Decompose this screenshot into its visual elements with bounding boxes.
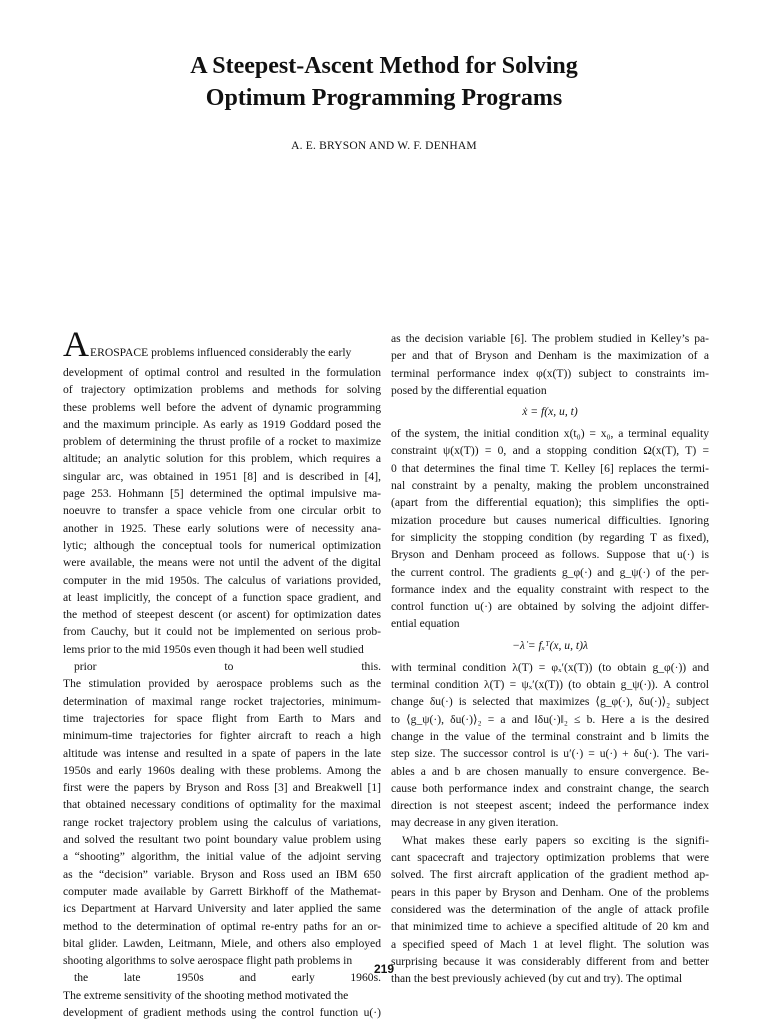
page-number: 219 xyxy=(373,962,395,976)
equation: −λ̇ = fₓᵀ(x, u, t)λ xyxy=(512,638,588,652)
text-line: ential equation xyxy=(391,617,460,631)
text-line: the method of steepest descent (or ascent) for optimization dates xyxy=(63,608,381,622)
text-line: time trajectories for space flight from Earth to Mars and xyxy=(63,711,381,725)
right-column xyxy=(391,330,709,987)
text-line: prior to this. xyxy=(74,660,381,674)
text-line: were available, the means were not until the advent of the digital xyxy=(63,556,381,570)
text-line: bital glider. Lawden, Leitmann, Miele, and others also employed xyxy=(63,936,381,950)
text-line: cause both performance index and constraint change, the search xyxy=(391,781,709,795)
text-line: and solved the resultant two point boundary value problem using xyxy=(63,833,381,847)
text-line: range rocket trajectory problem using the calculus of variations, xyxy=(63,815,381,829)
text-line: page 253. Hohmann [5] determined the optimal impulsive ma- xyxy=(63,487,381,501)
text-line: noeuvre to transfer a space vehicle from one circular orbit to xyxy=(63,504,381,518)
equation: ẋ = f(x, u, t) xyxy=(522,405,578,419)
text-line: that minimized time to achieve a specified altitude of 20 km and xyxy=(391,920,709,934)
text-line: of trajectory optimization problems and methods for solving xyxy=(63,383,381,397)
text-line: solved. The first aircraft application of the gradient method ap- xyxy=(391,868,709,882)
text-line: change δu(·) is selected that maximizes ⟨g_φ(·), δu(·)⟩₂ subject xyxy=(391,695,709,709)
text-line: singular arc, was obtained in 1951 [8] and is described in [4], xyxy=(63,469,381,483)
text-line: terminal performance index φ(x(T)) subject to constraints im- xyxy=(391,366,709,380)
title-line-2: Optimum Programming Programs xyxy=(205,85,563,111)
text-line: development of optimal control and resulted in the formulation xyxy=(63,366,381,379)
text-line: and the maximum principle. As early as 1919 Goddard posed the xyxy=(63,417,381,431)
text-line: computer in the mid 1950s. The calculus of variations provided, xyxy=(63,573,381,587)
drop-cap: A xyxy=(63,324,89,364)
text-line: with terminal condition λ(T) = φₓ′(x(T)) (to obtain g_φ(·)) and xyxy=(391,660,709,674)
text-line: step size. The successor control is u′(·) = u(·) + δu(·). The vari- xyxy=(391,747,709,761)
text-line: to ⟨g_ψ(·), δu(·)⟩₂ = a and ‖δu(·)‖₂ ≤ b. Here a is the desired xyxy=(391,712,709,726)
text-line: The extreme sensitivity of the shooting method motivated the xyxy=(63,988,349,1002)
text-line: Bryson and Denham proceed as follows. Suppose that u(·) is xyxy=(391,548,709,562)
text-line: determination of maximal range rocket trajectories, minimum- xyxy=(63,694,381,708)
text-line: may decrease in any given iteration. xyxy=(391,816,559,830)
text-line: control function u(·) are obtained by solving the adjoint differ- xyxy=(391,600,709,614)
left-column xyxy=(63,324,381,1021)
text-line: 0 that determines the final time T. Kelley [6] replaces the termi- xyxy=(391,461,709,475)
text-line: a specified speed of Mach 1 at level flight. The solution was xyxy=(391,937,709,951)
text-line: of the system, the initial condition x(t₀) = x₀, a terminal equality xyxy=(391,427,709,441)
text-line: minimum-time trajectories for fighter aircraft to reach a high xyxy=(63,729,381,743)
text-line: at least implicitly, the concept of a function space gradient, and xyxy=(63,590,381,604)
text-line: lytic; although the conceptual tools for numerical optimization xyxy=(63,538,381,552)
text-line: that obtained necessary conditions of optimality for the maximal xyxy=(63,798,381,812)
text-line: terminal condition λ(T) = ψₓ′(x(T)) (to obtain g_ψ(·)). A control xyxy=(391,678,709,692)
text-line: pears in this paper by Bryson and Denham. One of the problems xyxy=(391,885,709,899)
text-line: The stimulation provided by aerospace problems such as the xyxy=(63,677,381,691)
text-line: another in 1925. These early solutions were of necessity ana- xyxy=(63,521,381,535)
text-line: ics Department at Harvard University and later applied the same xyxy=(63,902,381,916)
text-line: these problems well before the advent of dynamic programming xyxy=(63,400,381,414)
text-line: considered was the determination of the angle of attack profile xyxy=(391,902,709,916)
text-line: than the best previously achieved (by cut and try). The optimal xyxy=(391,972,683,986)
text-line: from Cauchy, but it could not be implemented on serious prob- xyxy=(63,625,381,639)
text-line: as the decision variable [6]. The problem studied in Kelley’s pa- xyxy=(391,332,709,345)
text-line: for simplicity the stopping condition (by regarding T as fixed), xyxy=(391,530,709,544)
first-line xyxy=(63,324,381,364)
text-line: method to the determination of optimal re-entry paths for an or- xyxy=(63,919,381,933)
first-line-text: EROSPACE problems influenced considerably the early xyxy=(90,346,352,359)
text-line: surprising because it was considerably different from and better xyxy=(391,954,709,968)
text-line: cant spacecraft and trajectory optimization problems that were xyxy=(391,851,709,865)
title-line-1: A Steepest-Ascent Method for Solving xyxy=(190,53,578,79)
text-line: as the “decision” variable. Bryson and Ross used an IBM 650 xyxy=(63,867,381,881)
text-line: What makes these early papers so exciting is the signifi- xyxy=(402,833,709,847)
text-line: problem of determining the thrust profile of a rocket to maximize xyxy=(63,435,381,449)
text-line: 1950s and early 1960s dealing with these problems. Among the xyxy=(63,763,381,777)
text-line: shooting algorithms to solve aerospace flight path problems in xyxy=(63,954,353,968)
paper-title xyxy=(0,50,768,114)
text-line: (apart from the differential equation); this simplifies the opti- xyxy=(391,496,709,510)
text-line: the current control. The gradients g_φ(·) and g_ψ(·) of the per- xyxy=(391,565,709,579)
text-line: first were the papers by Bryson and Ross [3] and Breakwell [1] xyxy=(63,781,381,795)
text-line: formance index and the equality constraint with respect to the xyxy=(391,582,709,596)
text-line: a “shooting” algorithm, the initial value of the adjoint serving xyxy=(63,850,381,864)
text-line: altitude was intense and resulted in a spate of papers in the late xyxy=(63,746,381,760)
text-line: nal constraint by a penalty, making the problem unconstrained xyxy=(391,479,709,493)
text-line: computer made available by Garrett Birkhoff of the Mathemat- xyxy=(63,884,381,898)
text-line: mization procedure but causes numerical difficulties. Ignoring xyxy=(391,513,709,527)
text-line: posed by the differential equation xyxy=(391,383,547,397)
text-line: change in the value of the terminal constraint and b limits the xyxy=(391,729,709,743)
text-line: direction is not steepest ascent; indeed the performance index xyxy=(391,799,709,813)
text-line: development of gradient methods using the control function u(·) xyxy=(63,1005,381,1019)
text-line: per and that of Bryson and Denham is the maximization of a xyxy=(391,349,709,363)
text-line: altitude; an analytic solution for this problem, which requires a xyxy=(63,452,381,466)
authors: A. E. BRYSON AND W. F. DENHAM xyxy=(291,140,477,152)
text-line: the late 1950s and early 1960s. xyxy=(74,971,381,985)
text-line: constraint ψ(x(T)) = 0, and a stopping condition Ω(x(T), T) = xyxy=(391,444,709,458)
text-line: ables a and b are chosen manually to ensure convergence. Be- xyxy=(391,764,709,778)
text-line: lems prior to the mid 1950s even though it had been well studied xyxy=(63,642,364,656)
